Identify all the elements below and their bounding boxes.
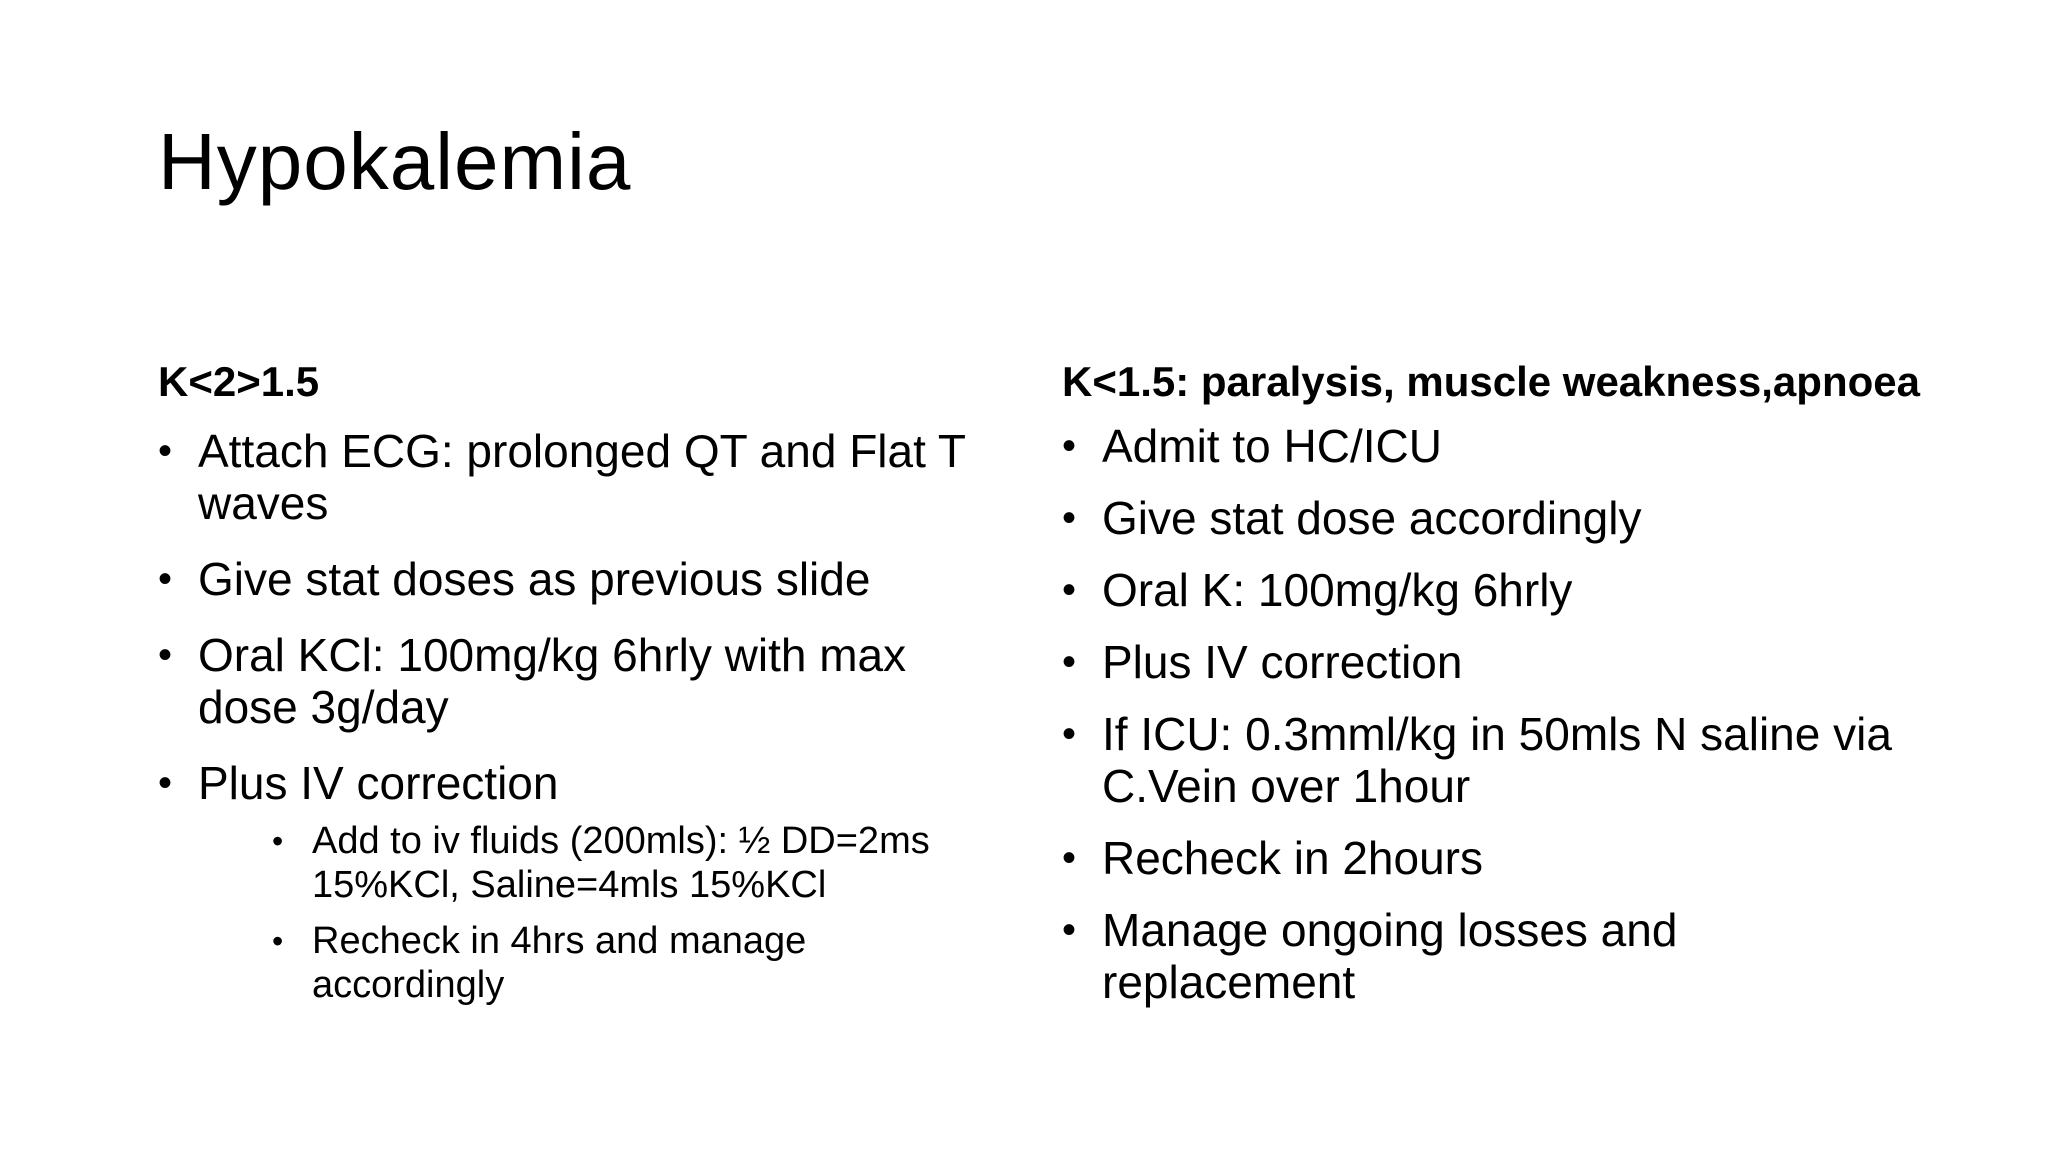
bullet-icon: • [158,633,173,677]
sub-list-item [272,819,1008,907]
bullet-icon: • [158,761,173,805]
left-heading: K<2>1.5 [158,358,320,405]
list-item-text: Oral K: 100mg/kg 6hrly [1102,564,1573,616]
list-item [1062,492,1922,544]
sub-list-item [272,919,1008,1007]
list-item [158,629,1008,733]
list-item-text: Give stat dose accordingly [1102,492,1642,544]
list-item [1062,904,1922,1008]
list-item [1062,564,1922,616]
right-heading: K<1.5: paralysis, muscle weakness,apnoea [1062,358,1920,405]
bullet-icon: • [1062,640,1077,684]
list-item [1062,636,1922,688]
bullet-icon: • [1062,568,1077,612]
list-item-text: Manage ongoing losses and replacement [1102,904,1678,1008]
sub-list-item-text: Add to iv fluids (200mls): ½ DD=2ms 15%KCl, Saline=4mls 15%KCl [312,820,930,906]
list-item-text: Give stat doses as previous slide [198,553,871,605]
bullet-icon: • [1062,424,1077,468]
list-item [158,553,1008,605]
list-item-text: If ICU: 0.3mml/kg in 50mls N saline via C.Vein over 1hour [1102,708,1892,812]
bullet-icon: • [1062,836,1077,880]
bullet-icon: • [272,923,284,959]
bullet-icon: • [1062,712,1077,756]
list-item-text: Oral KCl: 100mg/kg 6hrly with max dose 3g/day [198,629,907,733]
list-item [1062,832,1922,884]
slide-title: Hypokalemia [158,117,632,206]
right-column-heading-area [1062,300,1922,410]
left-column-heading-area [158,300,1008,410]
bullet-icon: • [1062,496,1077,540]
list-item-text: Recheck in 2hours [1102,832,1483,884]
bullet-icon: • [1062,908,1077,952]
list-item-text: Plus IV correction [198,757,559,809]
right-bullet-list [1062,420,1922,1028]
left-bullet-list [158,425,1008,1031]
list-item [1062,708,1922,812]
list-item-text: Plus IV correction [1102,636,1463,688]
sub-bullet-list [198,819,1008,1007]
bullet-icon: • [272,823,284,859]
sub-list-item-text: Recheck in 4hrs and manage accordingly [312,920,807,1006]
bullet-icon: • [158,557,173,601]
bullet-icon: • [158,429,173,473]
list-item [158,757,1008,1007]
list-item [158,425,1008,529]
list-item [1062,420,1922,472]
list-item-text: Attach ECG: prolonged QT and Flat T waves [198,425,966,529]
list-item-text: Admit to HC/ICU [1102,420,1442,472]
